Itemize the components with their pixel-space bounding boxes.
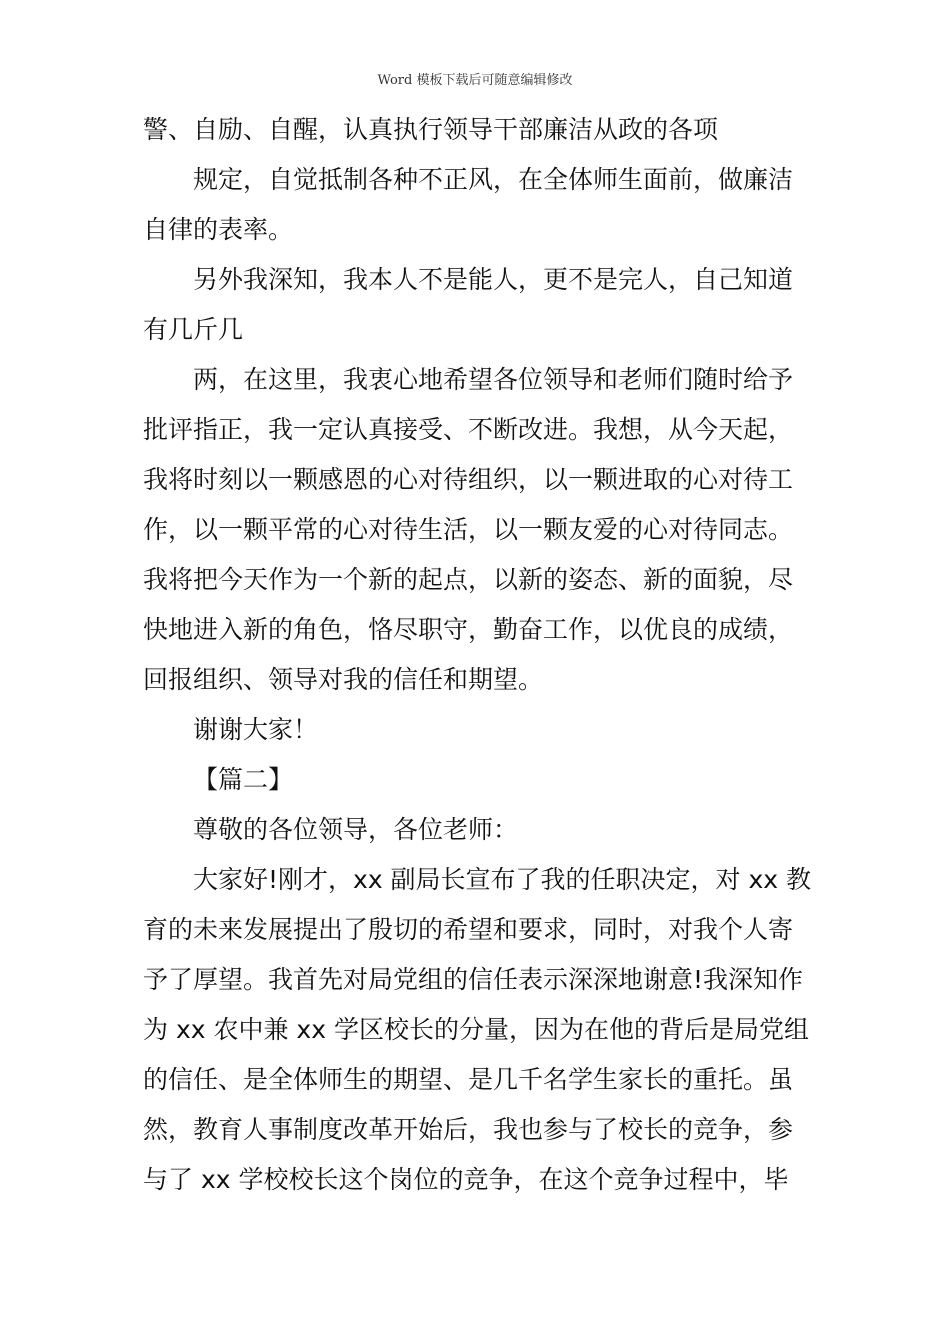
text-line: 警、自励、自醒，认真执行领导干部廉洁从政的各项	[143, 115, 719, 144]
text-line: 有几斤几	[143, 315, 244, 344]
text-line: 快地进入新的角色，恪尽职守，勤奋工作，以优良的成绩，	[143, 615, 794, 644]
section-heading: 【篇二】	[193, 765, 294, 794]
text-line: 然，教育人事制度改革开始后，我也参与了校长的竞争，参	[143, 1115, 794, 1144]
text-line: 为 xx 农中兼 xx 学区校长的分量，因为在他的背后是局党组	[143, 1015, 809, 1044]
text-line: 尊敬的各位领导，各位老师：	[193, 815, 519, 844]
page-header: Word 模板下载后可随意编辑修改	[377, 73, 573, 88]
text-line: 与了 xx 学校校长这个岗位的竞争，在这个竞争过程中，毕	[143, 1165, 789, 1194]
text-line: 自律的表率。	[143, 215, 294, 244]
text-line: 另外我深知，我本人不是能人，更不是完人，自己知道	[193, 265, 794, 294]
document-body	[143, 105, 823, 1205]
text-line: 回报组织、领导对我的信任和期望。	[143, 665, 544, 694]
text-line: 谢谢大家！	[193, 715, 319, 744]
text-line: 规定，自觉抵制各种不正风，在全体师生面前，做廉洁	[193, 165, 794, 194]
text-line: 两，在这里，我衷心地希望各位领导和老师们随时给予	[193, 365, 794, 394]
text-line: 育的未来发展提出了殷切的希望和要求，同时，对我个人寄	[143, 915, 794, 944]
text-line: 我将时刻以一颗感恩的心对待组织，以一颗进取的心对待工	[143, 465, 794, 494]
text-line: 大家好!刚才，xx 副局长宣布了我的任职决定，对 xx 教	[193, 865, 812, 894]
text-line: 的信任、是全体师生的期望、是几千名学生家长的重托。虽	[143, 1065, 794, 1094]
text-line: 作，以一颗平常的心对待生活，以一颗友爱的心对待同志。	[143, 515, 794, 544]
text-line: 批评指正，我一定认真接受、不断改进。我想，从今天起，	[143, 415, 794, 444]
text-line: 我将把今天作为一个新的起点，以新的姿态、新的面貌，尽	[143, 565, 794, 594]
text-line: 予了厚望。我首先对局党组的信任表示深深地谢意!我深知作	[143, 965, 804, 994]
